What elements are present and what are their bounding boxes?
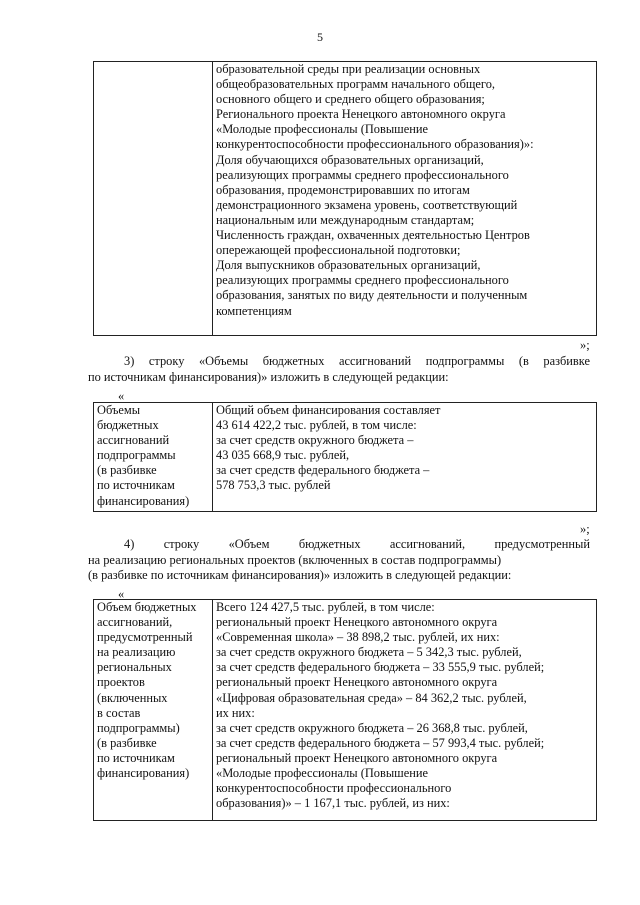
- cell-line: (в разбивке: [97, 735, 157, 750]
- cell-line: Доля обучающихся образовательных организаций,: [216, 152, 484, 167]
- budget-table: [93, 402, 597, 512]
- opening-quote: «: [118, 587, 125, 601]
- cell-line: Объемы: [97, 403, 141, 417]
- paragraph-line: 3) строку «Объемы бюджетных ассигнований подпрограммы (в разбивке: [124, 354, 590, 368]
- cell-line: за счет средств федерального бюджета –: [216, 463, 430, 478]
- cell-line: финансирования): [97, 766, 190, 781]
- table-cell-right: [213, 62, 597, 336]
- cell-line: их них:: [216, 705, 255, 720]
- cell-line: образования, занятых по виду деятельности и полученным: [216, 288, 528, 303]
- cell-line: ассигнований,: [97, 615, 173, 630]
- cell-line: реализующих программы среднего профессионального: [216, 273, 509, 288]
- cell-line: (в разбивке: [97, 463, 157, 478]
- cell-line: за счет средств федерального бюджета – 57 993,4 тыс. рублей;: [216, 735, 545, 750]
- paragraph-4: [88, 537, 590, 584]
- cell-line: образовательной среды при реализации основных: [216, 62, 481, 76]
- table-cell-left: [94, 403, 213, 512]
- cell-line: 43 614 422,2 тыс. рублей, в том числе:: [216, 418, 417, 433]
- cell-line: компетенциям: [216, 303, 292, 318]
- cell-line: (включенных: [97, 690, 168, 705]
- cell-line: образования, продемонстрировавших по итогам: [216, 182, 470, 197]
- table-row: [94, 62, 597, 336]
- cell-line: региональный проект Ненецкого автономного округа: [216, 750, 498, 765]
- table-row: [94, 403, 597, 512]
- cell-line: в состав: [97, 705, 141, 720]
- cell-line: Численность граждан, охваченных деятельностью Центров: [216, 228, 530, 243]
- cell-line: финансирования): [97, 493, 190, 508]
- cell-line: ассигнований: [97, 433, 170, 448]
- cell-line: региональный проект Ненецкого автономного округа: [216, 615, 498, 630]
- paragraph-3: [88, 354, 590, 385]
- cell-line: опережающей профессиональной подготовки;: [216, 243, 461, 258]
- cell-line: по источникам: [97, 478, 175, 493]
- cell-line: 43 035 668,9 тыс. рублей,: [216, 448, 350, 463]
- cell-line: подпрограммы: [97, 448, 176, 463]
- cell-line: образования)» – 1 167,1 тыс. рублей, из них:: [216, 796, 450, 811]
- cell-line: конкурентоспособности профессионального образования)»:: [216, 137, 534, 152]
- cell-line: подпрограммы): [97, 720, 180, 735]
- cell-line: конкурентоспособности профессионального: [216, 781, 452, 796]
- table-cell-left: [94, 600, 213, 821]
- opening-quote: «: [118, 389, 125, 403]
- cell-line: реализующих программы среднего профессионального: [216, 167, 509, 182]
- cell-line: за счет средств окружного бюджета – 26 368,8 тыс. рублей,: [216, 720, 528, 735]
- cell-line: общеобразовательных программ начального общего,: [216, 77, 495, 92]
- table-cell-right: [213, 600, 597, 821]
- table-cell-right: [213, 403, 597, 512]
- cell-line: Регионального проекта Ненецкого автономного округа: [216, 107, 506, 122]
- cell-line: за счет средств окружного бюджета – 5 342,3 тыс. рублей,: [216, 645, 522, 660]
- cell-line: предусмотренный: [97, 630, 193, 645]
- cell-line: Общий объем финансирования составляет: [216, 403, 441, 417]
- regional-projects-table: [93, 599, 597, 821]
- cell-line: региональных: [97, 660, 172, 675]
- table-cell-left: [94, 62, 213, 336]
- paragraph-line: по источникам финансирования)» изложить в следующей редакции:: [88, 369, 449, 384]
- cell-line: «Цифровая образовательная среда» – 84 362,2 тыс. рублей,: [216, 690, 527, 705]
- cell-line: «Молодые профессионалы (Повышение: [216, 766, 428, 781]
- cell-line: по источникам: [97, 750, 175, 765]
- paragraph-line: на реализацию региональных проектов (включенных в состав подпрограммы): [88, 552, 502, 567]
- cell-line: национальным или международным стандартам;: [216, 212, 475, 227]
- cell-line: демонстрационного экзамена уровень, соответствующий: [216, 197, 518, 212]
- cell-line: бюджетных: [97, 418, 159, 433]
- cell-line: на реализацию: [97, 645, 176, 660]
- closing-quote: »;: [580, 338, 590, 352]
- cell-line: за счет средств федерального бюджета – 33 555,9 тыс. рублей;: [216, 660, 545, 675]
- cell-line: Объем бюджетных: [97, 600, 197, 614]
- cell-line: проектов: [97, 675, 145, 690]
- cell-line: Доля выпускников образовательных организаций,: [216, 258, 481, 273]
- page-number: 5: [317, 30, 323, 44]
- closing-quote: »;: [580, 522, 590, 536]
- cell-line: «Современная школа» – 38 898,2 тыс. рублей, их них:: [216, 630, 500, 645]
- paragraph-line: (в разбивке по источникам финансирования)» изложить в следующей редакции:: [88, 568, 512, 583]
- paragraph-line: 4) строку «Объем бюджетных ассигнований, предусмотренный: [124, 537, 590, 551]
- cell-line: 578 753,3 тыс. рублей: [216, 478, 331, 493]
- cell-line: основного общего и среднего общего образования;: [216, 92, 485, 107]
- cell-line: региональный проект Ненецкого автономного округа: [216, 675, 498, 690]
- cell-line: за счет средств окружного бюджета –: [216, 433, 414, 448]
- cell-line: Всего 124 427,5 тыс. рублей, в том числе:: [216, 600, 435, 614]
- indicators-table: [93, 61, 597, 336]
- table-row: [94, 600, 597, 821]
- cell-line: «Молодые профессионалы (Повышение: [216, 122, 428, 137]
